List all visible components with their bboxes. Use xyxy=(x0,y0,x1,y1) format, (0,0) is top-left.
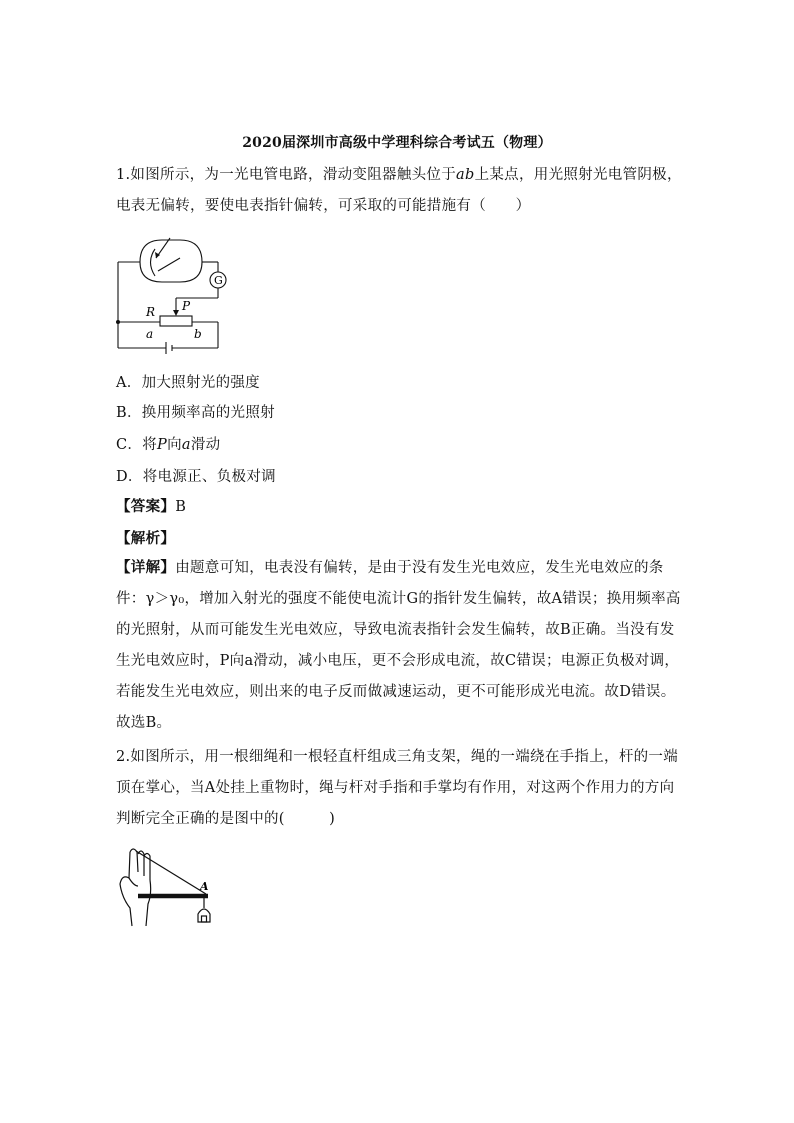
answer-label: 【答案】 xyxy=(116,498,176,515)
end-b-label: b xyxy=(194,327,202,341)
option-c-suffix: 滑动 xyxy=(190,437,221,453)
hand-bracket-figure xyxy=(116,842,222,928)
question-1-stem xyxy=(116,160,686,222)
option-c-p: P xyxy=(157,437,168,453)
resistor-label: R xyxy=(146,305,156,319)
question-1-stem-part2: 上某点，用光照射光电管阴极，电表无偏转，要使电表指针偏转，可采取的可能措施有（ ） xyxy=(116,167,682,214)
galvanometer-label: G xyxy=(214,274,223,287)
question-2-stem: 2.如图所示，用一根细绳和一根轻直杆组成三角支架，绳的一端绕在手指上，杆的一端顶在掌心，当A处挂上重物时，绳与杆对手指和手掌均有作用，对这两个作用力的方向判断完全正确的是图中的( ) xyxy=(116,749,679,827)
question-1-stem-part1: 1.如图所示，为一光电管电路，滑动变阻器触头位于 xyxy=(116,167,457,183)
point-a-label: A xyxy=(200,880,209,893)
detail-text: 由题意可知，电表没有偏转，是由于没有发生光电效应，发生光电效应的条件：γ＞γ₀，增加入射光的强度不能使电流计G的指针发生偏转，故A错误；换用频率高的光照射，从而可能发生光电效应，导致电流表指针会发生偏转，故B正确。当没有发生光电效应时，P向a滑动，减小电压，更不会形成电流，故C错误；电源正负极对调，若能发生光电效应，则出来的电子反而做减速运动，更不可能形成光电流。故D错误。故选B。 xyxy=(116,560,681,731)
analysis-label: 【解析】 xyxy=(116,530,176,547)
photoelectric-circuit-figure xyxy=(110,224,240,358)
detailed-explanation xyxy=(116,552,686,739)
option-c-mid: 向 xyxy=(167,437,182,453)
answer-value: B xyxy=(175,499,187,515)
option-a: A．加大照射光的强度 xyxy=(116,375,260,391)
option-c-a: a xyxy=(181,437,191,453)
option-b: B．换用频率高的光照射 xyxy=(116,405,275,421)
option-d: D．将电源正、负极对调 xyxy=(116,469,276,485)
detail-label: 【详解】 xyxy=(116,559,176,576)
question-1-stem-ab: ab xyxy=(456,167,475,183)
option-c-prefix: C．将 xyxy=(116,437,157,453)
end-a-label: a xyxy=(146,327,154,341)
page-title: 2020届深圳市高级中学理科综合考试五（物理） xyxy=(242,135,552,151)
option-c xyxy=(116,434,220,456)
answer-line xyxy=(116,496,186,518)
slider-label: P xyxy=(182,299,191,313)
